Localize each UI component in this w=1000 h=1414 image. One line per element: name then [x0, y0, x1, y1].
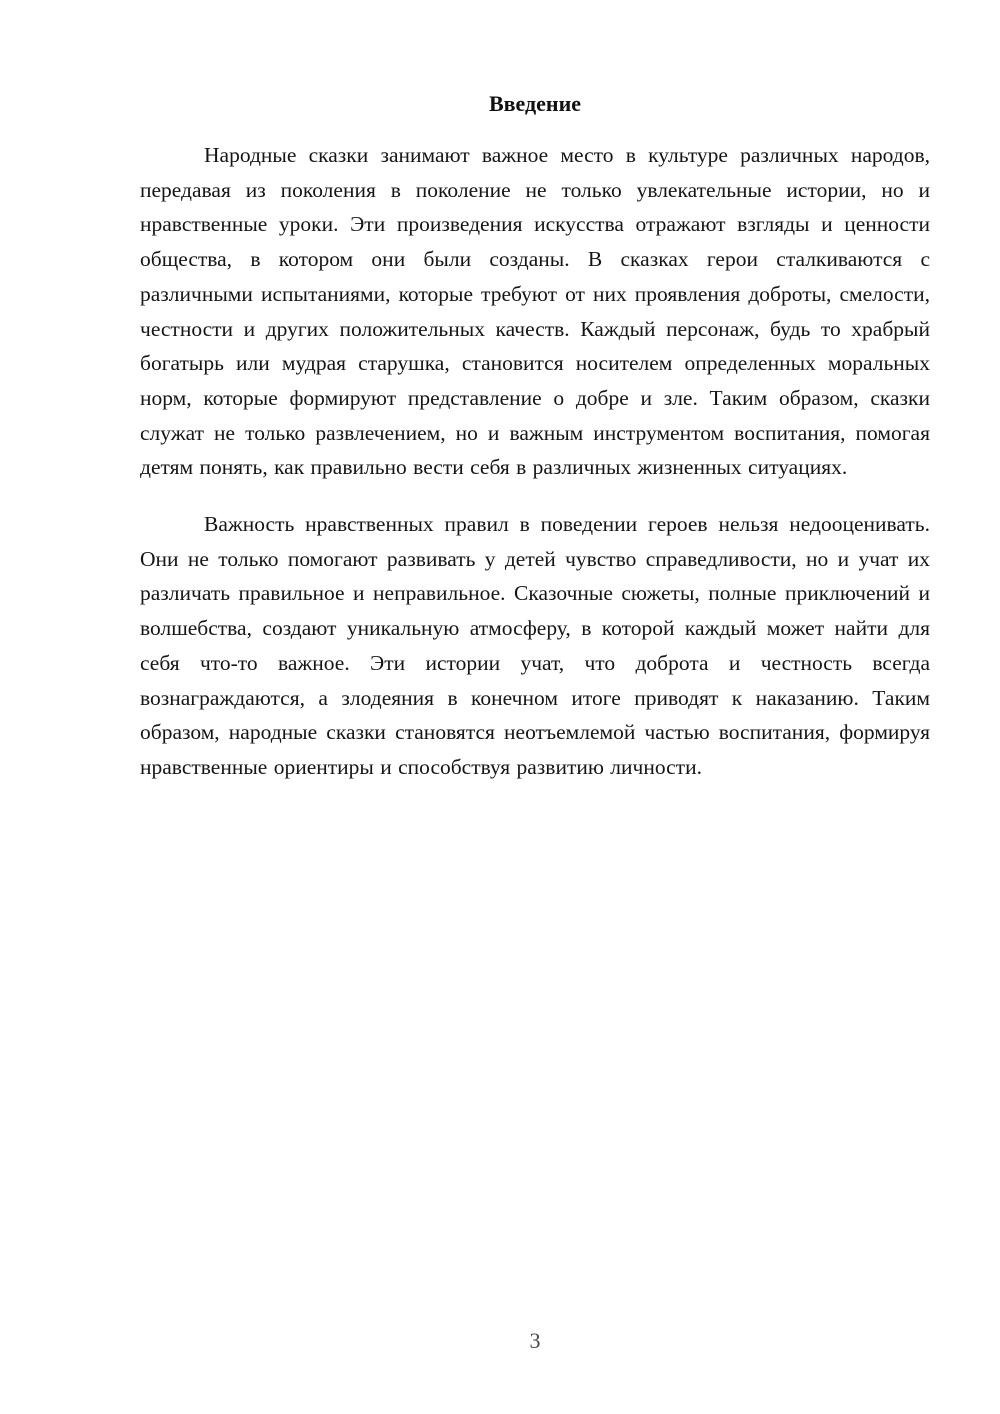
page-number: 3: [529, 1328, 541, 1353]
paragraph-introduction-1: Народные сказки занимают важное место в культуре различных народов, передавая из поколения в поколение не только увлекательные истории, но и нравственные уроки. Эти произведения искусства отражают взгляды и ценности общества, в котором они были созданы. В сказках герои сталкиваются с различными испытаниями, которые требуют от них проявления доброты, смелости, честности и других положительных качеств. Каждый персонаж, будь то храбрый богатырь или мудрая старушка, становится носителем определенных моральных норм, которые формируют представление о добре и зле. Таким образом, сказки служат не только развлечением, но и важным инструментом воспитания, помогая детям понять, как правильно вести себя в различных жизненных ситуациях.: [140, 143, 930, 480]
paragraph-introduction-2: Важность нравственных правил в поведении героев нельзя недооценивать. Они не только помогают развивать у детей чувство справедливости, но и учат их различать правильное и неправильное. Сказочные сюжеты, полные приключений и волшебства, создают уникальную атмосферу, в которой каждый может найти для себя что-то важное. Эти истории учат, что доброта и честность всегда вознаграждаются, а злодеяния в конечном итоге приводят к наказанию. Таким образом, народные сказки становятся неотъемлемой частью воспитания, формируя нравственные ориентиры и способствуя развитию личности.: [140, 512, 930, 779]
page-title: Введение: [488, 91, 582, 116]
document-body: [140, 0, 930, 785]
